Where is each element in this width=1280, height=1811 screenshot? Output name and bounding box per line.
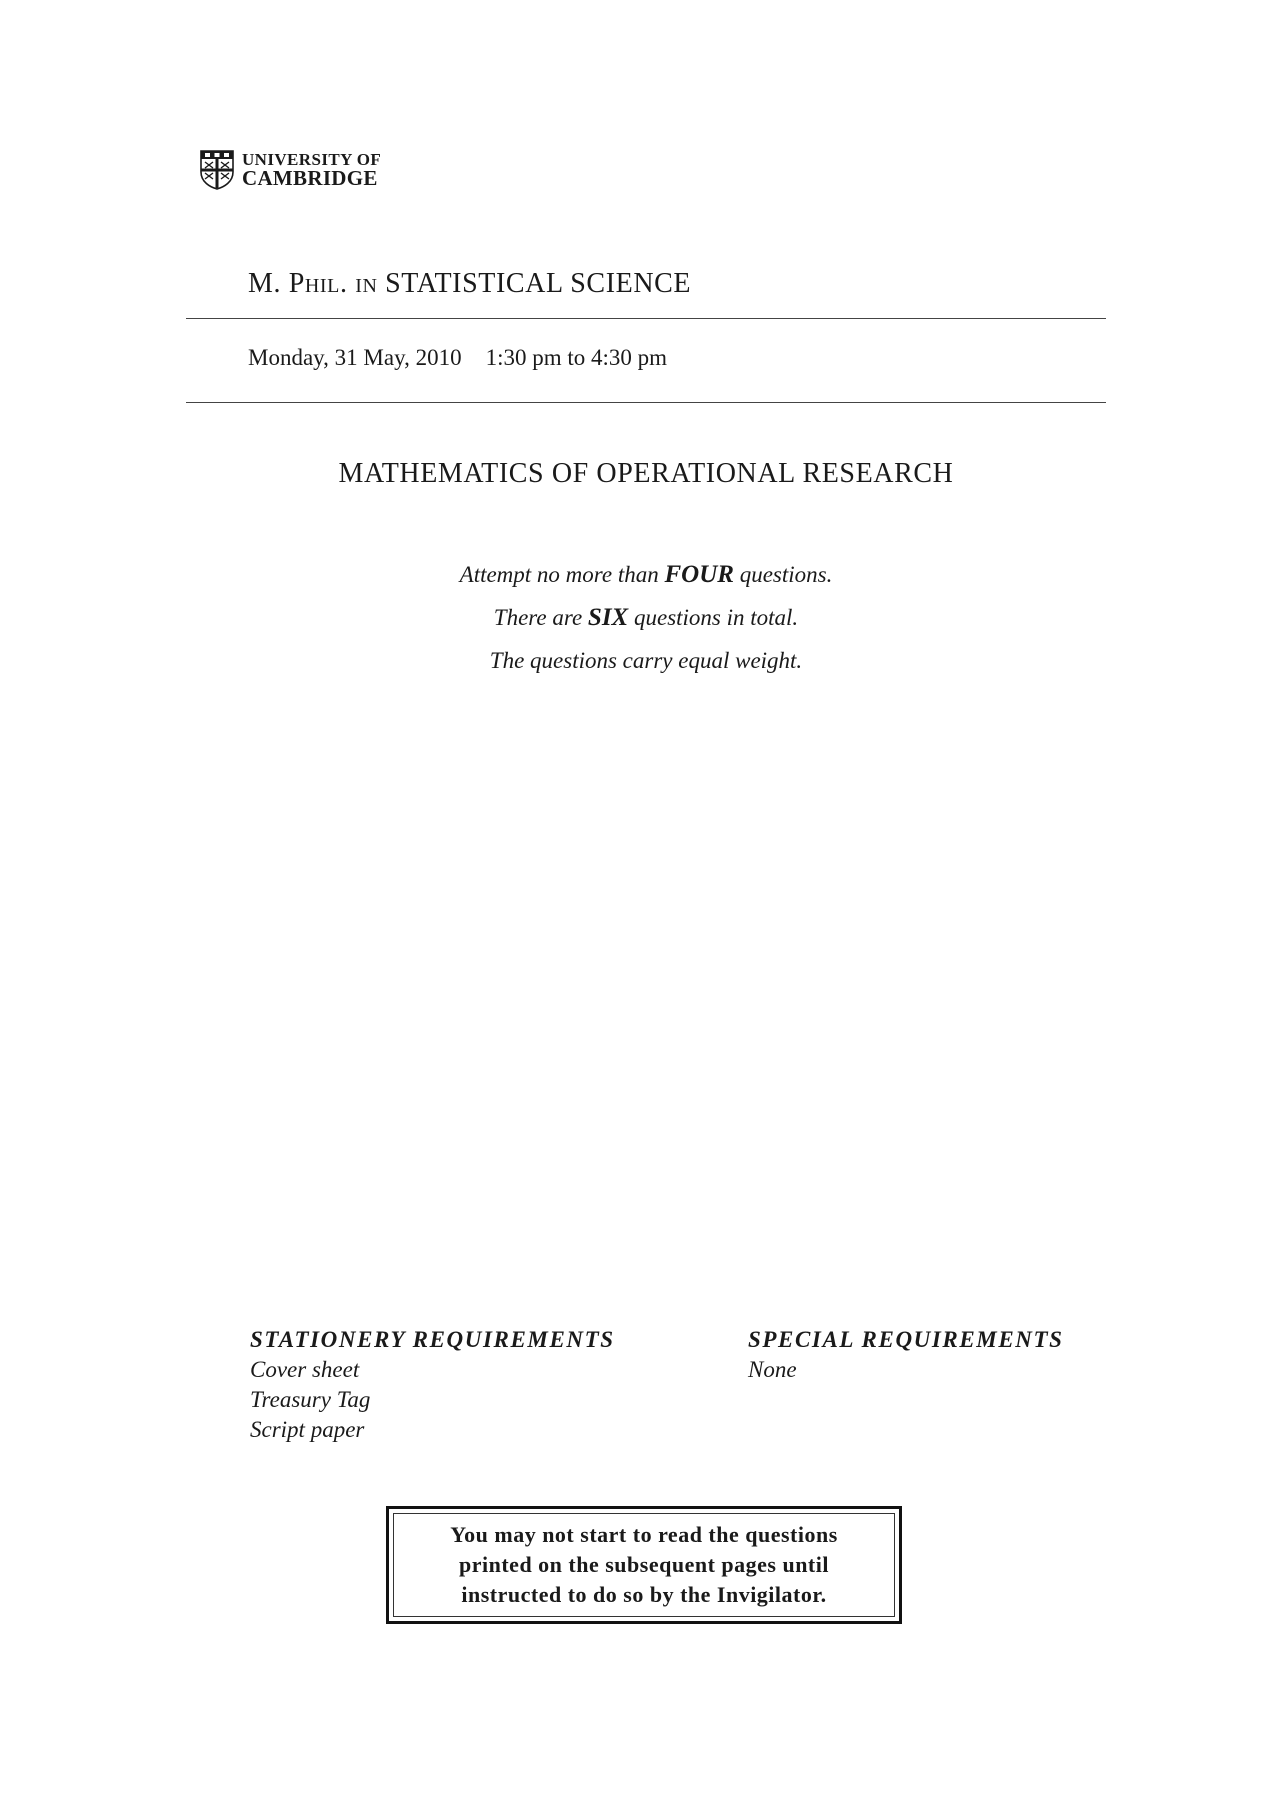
paper-title: MATHEMATICS OF OPERATIONAL RESEARCH: [338, 458, 954, 489]
instruction-emphasis: SIX: [587, 604, 629, 631]
instruction-emphasis: FOUR: [664, 561, 734, 588]
special-item: None: [748, 1357, 797, 1382]
exam-date-time: [248, 345, 667, 371]
university-crest-icon: [200, 150, 234, 190]
instruction-line: Attempt no more than FOUR questions.: [459, 561, 833, 588]
degree-title: [248, 268, 691, 300]
stationery-heading: STATIONERY REQUIREMENTS: [250, 1327, 615, 1352]
stationery-item: Cover sheet: [250, 1357, 360, 1382]
invigilator-notice: [386, 1506, 902, 1624]
stationery-requirements: [250, 1325, 615, 1445]
notice-line: printed on the subsequent pages until: [459, 1552, 829, 1577]
instructions: [0, 553, 1280, 682]
stationery-item: Script paper: [250, 1417, 365, 1442]
instruction-line: The questions carry equal weight.: [489, 648, 803, 673]
invigilator-notice-inner: [393, 1513, 895, 1617]
exam-date: Monday, 31 May, 2010: [248, 345, 462, 370]
degree-name: STATISTICAL SCIENCE: [385, 268, 692, 299]
instruction-line: There are SIX questions in total.: [493, 604, 799, 631]
notice-line: You may not start to read the questions: [450, 1522, 838, 1547]
stationery-item: Treasury Tag: [250, 1387, 371, 1412]
degree-prefix: M. Phil. in: [248, 268, 378, 299]
exam-time: 1:30 pm to 4:30 pm: [485, 345, 668, 370]
logo-line-1: UNIVERSITY OF: [242, 150, 382, 169]
university-logo: [200, 150, 381, 190]
special-requirements: [748, 1325, 1064, 1385]
logo-line-2: CAMBRIDGE: [242, 166, 378, 190]
header-rule-top: [186, 318, 1106, 319]
special-heading: SPECIAL REQUIREMENTS: [748, 1327, 1064, 1352]
header-rule-bottom: [186, 402, 1106, 403]
notice-line: instructed to do so by the Invigilator.: [461, 1582, 827, 1607]
